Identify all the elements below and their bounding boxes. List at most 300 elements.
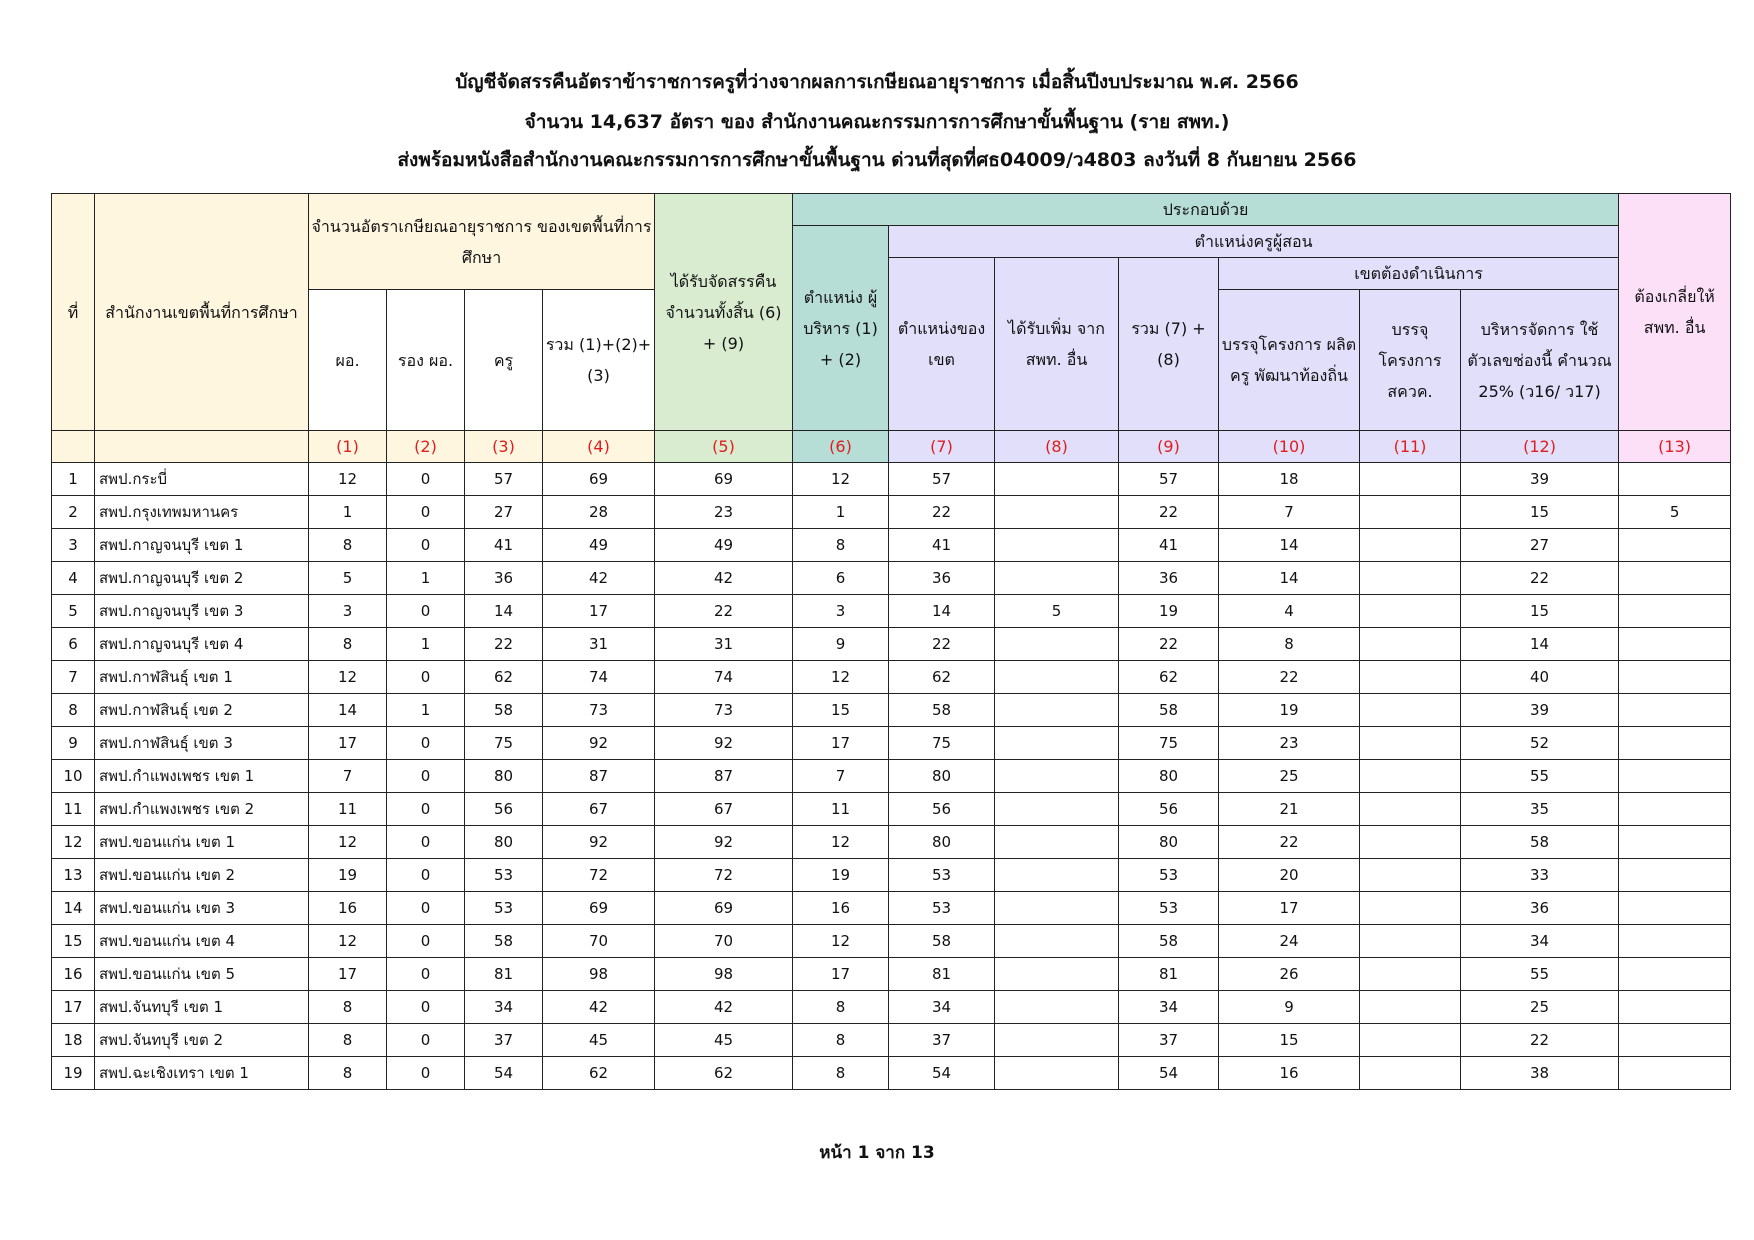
- colnum-6: (6): [793, 431, 889, 463]
- cell-c2: 0: [387, 958, 465, 991]
- cell-c6: 19: [793, 859, 889, 892]
- title-line-2: จำนวน 14,637 อัตรา ของ สำนักงานคณะกรรมการการศึกษาขั้นพื้นฐาน (ราย สพท.): [524, 111, 1230, 133]
- cell-c11: [1360, 1024, 1461, 1057]
- cell-c10: 9: [1219, 991, 1360, 1024]
- cell-c8: [995, 1057, 1119, 1090]
- cell-c2: 0: [387, 1057, 465, 1090]
- cell-c7: 81: [889, 958, 995, 991]
- table-row: [52, 826, 1731, 859]
- colnum-3: (3): [465, 431, 543, 463]
- cell-c10: 23: [1219, 727, 1360, 760]
- cell-c10: 15: [1219, 1024, 1360, 1057]
- cell-c5: 73: [655, 694, 793, 727]
- cell-c1: 12: [309, 661, 387, 694]
- cell-c1: 17: [309, 958, 387, 991]
- cell-c10: 26: [1219, 958, 1360, 991]
- cell-c11: [1360, 859, 1461, 892]
- cell-no: 15: [52, 925, 95, 958]
- cell-c7: 80: [889, 760, 995, 793]
- cell-c2: 0: [387, 595, 465, 628]
- cell-c12: 55: [1461, 760, 1619, 793]
- header-retire-group: จำนวนอัตราเกษียณอายุราชการ ของเขตพื้นที่การศึกษา: [309, 194, 655, 290]
- cell-c4: 28: [543, 496, 655, 529]
- cell-c5: 31: [655, 628, 793, 661]
- cell-c12: 22: [1461, 1024, 1619, 1057]
- cell-c3: 41: [465, 529, 543, 562]
- cell-c2: 0: [387, 661, 465, 694]
- cell-c3: 62: [465, 661, 543, 694]
- header-transfer-other: ต้องเกลี่ยให้ สพท. อื่น: [1619, 194, 1731, 431]
- table-row: [52, 793, 1731, 826]
- cell-office-name: สพป.จันทบุรี เขต 2: [95, 1024, 309, 1057]
- cell-c6: 8: [793, 991, 889, 1024]
- cell-c1: 8: [309, 1057, 387, 1090]
- cell-c12: 22: [1461, 562, 1619, 595]
- table-row: [52, 529, 1731, 562]
- table-row: [52, 1057, 1731, 1090]
- cell-c10: 18: [1219, 463, 1360, 496]
- cell-c11: [1360, 529, 1461, 562]
- cell-c3: 75: [465, 727, 543, 760]
- cell-c12: 33: [1461, 859, 1619, 892]
- title-line-1: บัญชีจัดสรรคืนอัตราข้าราชการครูที่ว่างจากผลการเกษียณอายุราชการ เมื่อสิ้นปีงบประมาณ พ.ศ. 2566: [455, 71, 1299, 93]
- cell-office-name: สพป.กาญจนบุรี เขต 3: [95, 595, 309, 628]
- cell-office-name: สพป.ขอนแก่น เขต 2: [95, 859, 309, 892]
- cell-c10: 16: [1219, 1057, 1360, 1090]
- cell-c8: [995, 562, 1119, 595]
- colnum-9: (9): [1119, 431, 1219, 463]
- cell-c7: 37: [889, 1024, 995, 1057]
- colnum-13: (13): [1619, 431, 1731, 463]
- cell-c7: 58: [889, 925, 995, 958]
- cell-c9: 57: [1119, 463, 1219, 496]
- cell-c9: 54: [1119, 1057, 1219, 1090]
- header-consists-of: ประกอบด้วย: [793, 194, 1619, 226]
- colnum-5: (5): [655, 431, 793, 463]
- header-deputy: รอง ผอ.: [387, 290, 465, 431]
- cell-c10: 22: [1219, 661, 1360, 694]
- cell-c11: [1360, 463, 1461, 496]
- cell-c2: 0: [387, 463, 465, 496]
- header-teacher: ครู: [465, 290, 543, 431]
- cell-c3: 53: [465, 892, 543, 925]
- cell-c9: 22: [1119, 496, 1219, 529]
- cell-c1: 14: [309, 694, 387, 727]
- cell-c13: [1619, 463, 1731, 496]
- cell-c2: 0: [387, 727, 465, 760]
- cell-office-name: สพป.กรุงเทพมหานคร: [95, 496, 309, 529]
- cell-c11: [1360, 892, 1461, 925]
- cell-c9: 53: [1119, 892, 1219, 925]
- cell-c4: 72: [543, 859, 655, 892]
- cell-c8: [995, 859, 1119, 892]
- cell-no: 14: [52, 892, 95, 925]
- cell-c12: 39: [1461, 694, 1619, 727]
- cell-no: 9: [52, 727, 95, 760]
- cell-c12: 52: [1461, 727, 1619, 760]
- cell-c3: 58: [465, 925, 543, 958]
- cell-c13: [1619, 1024, 1731, 1057]
- cell-c6: 3: [793, 595, 889, 628]
- cell-c7: 53: [889, 859, 995, 892]
- table-row: [52, 727, 1731, 760]
- cell-office-name: สพป.กาฬสินธุ์ เขต 2: [95, 694, 309, 727]
- cell-c9: 81: [1119, 958, 1219, 991]
- cell-c13: [1619, 892, 1731, 925]
- colnum-1: (1): [309, 431, 387, 463]
- cell-c6: 6: [793, 562, 889, 595]
- cell-c13: [1619, 859, 1731, 892]
- cell-c13: [1619, 661, 1731, 694]
- cell-c12: 35: [1461, 793, 1619, 826]
- cell-c3: 34: [465, 991, 543, 1024]
- cell-c9: 58: [1119, 925, 1219, 958]
- cell-c12: 55: [1461, 958, 1619, 991]
- cell-c7: 34: [889, 991, 995, 1024]
- cell-no: 13: [52, 859, 95, 892]
- cell-c12: 36: [1461, 892, 1619, 925]
- cell-c4: 69: [543, 463, 655, 496]
- cell-c12: 27: [1461, 529, 1619, 562]
- cell-c10: 21: [1219, 793, 1360, 826]
- cell-no: 6: [52, 628, 95, 661]
- colnum-4: (4): [543, 431, 655, 463]
- table-row: [52, 496, 1731, 529]
- cell-c1: 8: [309, 529, 387, 562]
- table-row: [52, 760, 1731, 793]
- cell-c4: 92: [543, 727, 655, 760]
- cell-c4: 42: [543, 991, 655, 1024]
- cell-c13: [1619, 529, 1731, 562]
- colnum-10: (10): [1219, 431, 1360, 463]
- cell-c12: 15: [1461, 496, 1619, 529]
- cell-c13: [1619, 826, 1731, 859]
- cell-office-name: สพป.กำแพงเพชร เขต 1: [95, 760, 309, 793]
- cell-c7: 75: [889, 727, 995, 760]
- cell-c9: 41: [1119, 529, 1219, 562]
- cell-c11: [1360, 925, 1461, 958]
- cell-c3: 54: [465, 1057, 543, 1090]
- cell-c4: 62: [543, 1057, 655, 1090]
- cell-c13: [1619, 925, 1731, 958]
- cell-c8: [995, 793, 1119, 826]
- cell-office-name: สพป.ขอนแก่น เขต 1: [95, 826, 309, 859]
- cell-c10: 14: [1219, 562, 1360, 595]
- colnum-8: (8): [995, 431, 1119, 463]
- cell-c4: 69: [543, 892, 655, 925]
- cell-office-name: สพป.ฉะเชิงเทรา เขต 1: [95, 1057, 309, 1090]
- cell-c5: 22: [655, 595, 793, 628]
- cell-c4: 17: [543, 595, 655, 628]
- cell-c1: 8: [309, 628, 387, 661]
- cell-c3: 80: [465, 826, 543, 859]
- header-teacher-position: ตำแหน่งครูผู้สอน: [889, 226, 1619, 258]
- cell-c4: 98: [543, 958, 655, 991]
- header-extra-from-other: ได้รับเพิ่ม จาก สพท. อื่น: [995, 258, 1119, 431]
- cell-c13: [1619, 991, 1731, 1024]
- cell-c7: 58: [889, 694, 995, 727]
- cell-c8: [995, 760, 1119, 793]
- cell-c9: 53: [1119, 859, 1219, 892]
- cell-c8: [995, 463, 1119, 496]
- table-row: [52, 958, 1731, 991]
- cell-c9: 37: [1119, 1024, 1219, 1057]
- cell-c3: 57: [465, 463, 543, 496]
- cell-c9: 58: [1119, 694, 1219, 727]
- cell-c7: 56: [889, 793, 995, 826]
- cell-c8: [995, 991, 1119, 1024]
- cell-c1: 8: [309, 1024, 387, 1057]
- cell-c2: 0: [387, 826, 465, 859]
- cell-c9: 36: [1119, 562, 1219, 595]
- cell-c4: 70: [543, 925, 655, 958]
- cell-c8: [995, 694, 1119, 727]
- colnum-7: (7): [889, 431, 995, 463]
- table-header: [52, 194, 1731, 463]
- cell-c12: 38: [1461, 1057, 1619, 1090]
- cell-c1: 12: [309, 925, 387, 958]
- cell-c1: 19: [309, 859, 387, 892]
- colnum-2: (2): [387, 431, 465, 463]
- cell-c5: 42: [655, 991, 793, 1024]
- table-body: [52, 463, 1731, 1090]
- cell-no: 11: [52, 793, 95, 826]
- document-title: [0, 62, 1754, 178]
- cell-c11: [1360, 562, 1461, 595]
- header-allocated: ได้รับจัดสรรคืน จำนวนทั้งสิ้น (6) + (9): [655, 194, 793, 431]
- cell-c10: 20: [1219, 859, 1360, 892]
- table-row: [52, 859, 1731, 892]
- cell-c11: [1360, 991, 1461, 1024]
- table-row: [52, 925, 1731, 958]
- header-total-retire: รวม (1)+(2)+(3): [543, 290, 655, 431]
- colnum-11: (11): [1360, 431, 1461, 463]
- cell-c13: [1619, 760, 1731, 793]
- cell-c12: 25: [1461, 991, 1619, 1024]
- cell-c10: 8: [1219, 628, 1360, 661]
- cell-no: 7: [52, 661, 95, 694]
- cell-c13: [1619, 628, 1731, 661]
- cell-no: 3: [52, 529, 95, 562]
- cell-c9: 80: [1119, 826, 1219, 859]
- cell-c7: 41: [889, 529, 995, 562]
- cell-c3: 37: [465, 1024, 543, 1057]
- cell-c3: 36: [465, 562, 543, 595]
- cell-c4: 31: [543, 628, 655, 661]
- table-row: [52, 694, 1731, 727]
- cell-c9: 22: [1119, 628, 1219, 661]
- cell-c9: 19: [1119, 595, 1219, 628]
- cell-c5: 92: [655, 826, 793, 859]
- cell-c6: 9: [793, 628, 889, 661]
- cell-c5: 69: [655, 463, 793, 496]
- cell-c9: 56: [1119, 793, 1219, 826]
- cell-office-name: สพป.กาญจนบุรี เขต 2: [95, 562, 309, 595]
- cell-office-name: สพป.ขอนแก่น เขต 5: [95, 958, 309, 991]
- cell-c8: 5: [995, 595, 1119, 628]
- cell-c3: 22: [465, 628, 543, 661]
- cell-c7: 14: [889, 595, 995, 628]
- cell-c9: 80: [1119, 760, 1219, 793]
- cell-office-name: สพป.ขอนแก่น เขต 3: [95, 892, 309, 925]
- cell-c4: 45: [543, 1024, 655, 1057]
- cell-no: 16: [52, 958, 95, 991]
- cell-c7: 22: [889, 628, 995, 661]
- cell-c2: 0: [387, 991, 465, 1024]
- page-footer: หน้า 1 จาก 13: [819, 1143, 935, 1163]
- cell-c7: 80: [889, 826, 995, 859]
- cell-c6: 16: [793, 892, 889, 925]
- cell-c13: [1619, 727, 1731, 760]
- header-director: ผอ.: [309, 290, 387, 431]
- cell-c7: 62: [889, 661, 995, 694]
- cell-c4: 67: [543, 793, 655, 826]
- cell-c6: 7: [793, 760, 889, 793]
- cell-c11: [1360, 760, 1461, 793]
- cell-c2: 0: [387, 760, 465, 793]
- cell-no: 8: [52, 694, 95, 727]
- cell-c6: 15: [793, 694, 889, 727]
- cell-c2: 0: [387, 925, 465, 958]
- cell-c12: 14: [1461, 628, 1619, 661]
- cell-c4: 92: [543, 826, 655, 859]
- cell-c11: [1360, 1057, 1461, 1090]
- cell-c6: 8: [793, 529, 889, 562]
- cell-c11: [1360, 793, 1461, 826]
- cell-c2: 1: [387, 562, 465, 595]
- header-district-action: เขตต้องดำเนินการ: [1219, 258, 1619, 290]
- colnum-spacer-no: [52, 431, 95, 463]
- cell-c4: 87: [543, 760, 655, 793]
- cell-c10: 24: [1219, 925, 1360, 958]
- cell-c12: 15: [1461, 595, 1619, 628]
- cell-c6: 8: [793, 1057, 889, 1090]
- table-row: [52, 991, 1731, 1024]
- cell-c9: 34: [1119, 991, 1219, 1024]
- cell-c8: [995, 925, 1119, 958]
- header-admin-position: ตำแหน่ง ผู้บริหาร (1) + (2): [793, 226, 889, 431]
- cell-no: 17: [52, 991, 95, 1024]
- cell-c10: 17: [1219, 892, 1360, 925]
- cell-c12: 34: [1461, 925, 1619, 958]
- cell-c3: 27: [465, 496, 543, 529]
- cell-c8: [995, 1024, 1119, 1057]
- cell-c1: 17: [309, 727, 387, 760]
- cell-c13: [1619, 1057, 1731, 1090]
- cell-c5: 45: [655, 1024, 793, 1057]
- cell-c10: 19: [1219, 694, 1360, 727]
- cell-c8: [995, 661, 1119, 694]
- cell-c5: 69: [655, 892, 793, 925]
- cell-c3: 81: [465, 958, 543, 991]
- cell-c13: 5: [1619, 496, 1731, 529]
- cell-c5: 98: [655, 958, 793, 991]
- allocation-table: [51, 193, 1731, 1090]
- cell-c8: [995, 727, 1119, 760]
- cell-c3: 53: [465, 859, 543, 892]
- cell-office-name: สพป.ขอนแก่น เขต 4: [95, 925, 309, 958]
- header-sum-7-8: รวม (7) + (8): [1119, 258, 1219, 431]
- cell-c10: 25: [1219, 760, 1360, 793]
- cell-c13: [1619, 562, 1731, 595]
- cell-c2: 1: [387, 694, 465, 727]
- cell-c1: 1: [309, 496, 387, 529]
- cell-office-name: สพป.จันทบุรี เขต 1: [95, 991, 309, 1024]
- cell-c5: 62: [655, 1057, 793, 1090]
- title-line-3: ส่งพร้อมหนังสือสำนักงานคณะกรรมการการศึกษาขั้นพื้นฐาน ด่วนที่สุดที่ศธ04009/ว4803 ลงวันที่ 8 กันยายน 2566: [397, 149, 1357, 171]
- cell-c11: [1360, 661, 1461, 694]
- cell-c6: 17: [793, 727, 889, 760]
- cell-c13: [1619, 793, 1731, 826]
- cell-c11: [1360, 958, 1461, 991]
- cell-no: 1: [52, 463, 95, 496]
- cell-c12: 58: [1461, 826, 1619, 859]
- cell-c5: 23: [655, 496, 793, 529]
- table-row: [52, 892, 1731, 925]
- cell-no: 4: [52, 562, 95, 595]
- cell-c8: [995, 892, 1119, 925]
- cell-c2: 0: [387, 892, 465, 925]
- cell-c2: 1: [387, 628, 465, 661]
- cell-no: 5: [52, 595, 95, 628]
- cell-c1: 16: [309, 892, 387, 925]
- cell-c1: 5: [309, 562, 387, 595]
- table-row: [52, 661, 1731, 694]
- colnum-spacer-office: [95, 431, 309, 463]
- cell-no: 12: [52, 826, 95, 859]
- cell-c11: [1360, 595, 1461, 628]
- cell-c7: 53: [889, 892, 995, 925]
- cell-c3: 14: [465, 595, 543, 628]
- cell-c13: [1619, 958, 1731, 991]
- cell-c9: 75: [1119, 727, 1219, 760]
- cell-no: 18: [52, 1024, 95, 1057]
- header-office: สำนักงานเขตพื้นที่การศึกษา: [95, 194, 309, 431]
- cell-c4: 42: [543, 562, 655, 595]
- cell-c1: 8: [309, 991, 387, 1024]
- cell-c11: [1360, 496, 1461, 529]
- cell-c7: 22: [889, 496, 995, 529]
- header-district-position: ตำแหน่งของ เขต: [889, 258, 995, 431]
- cell-c2: 0: [387, 793, 465, 826]
- cell-c5: 70: [655, 925, 793, 958]
- cell-c7: 57: [889, 463, 995, 496]
- cell-c12: 40: [1461, 661, 1619, 694]
- cell-office-name: สพป.กาญจนบุรี เขต 4: [95, 628, 309, 661]
- header-manage-use: บริหารจัดการ ใช้ตัวเลขช่องนี้ คำนวณ 25% (ว16/ ว17): [1461, 290, 1619, 431]
- cell-c9: 62: [1119, 661, 1219, 694]
- cell-c2: 0: [387, 529, 465, 562]
- cell-no: 2: [52, 496, 95, 529]
- cell-c5: 72: [655, 859, 793, 892]
- cell-office-name: สพป.กำแพงเพชร เขต 2: [95, 793, 309, 826]
- cell-c6: 12: [793, 463, 889, 496]
- cell-c2: 0: [387, 496, 465, 529]
- cell-c1: 12: [309, 463, 387, 496]
- cell-c7: 54: [889, 1057, 995, 1090]
- cell-c6: 12: [793, 925, 889, 958]
- cell-c11: [1360, 628, 1461, 661]
- cell-c1: 11: [309, 793, 387, 826]
- cell-office-name: สพป.กาฬสินธุ์ เขต 3: [95, 727, 309, 760]
- cell-c6: 11: [793, 793, 889, 826]
- header-program-local: บรรจุโครงการ ผลิตครู พัฒนาท้องถิ่น: [1219, 290, 1360, 431]
- table-row: [52, 595, 1731, 628]
- cell-c5: 42: [655, 562, 793, 595]
- cell-c12: 39: [1461, 463, 1619, 496]
- cell-c10: 14: [1219, 529, 1360, 562]
- cell-c2: 0: [387, 1024, 465, 1057]
